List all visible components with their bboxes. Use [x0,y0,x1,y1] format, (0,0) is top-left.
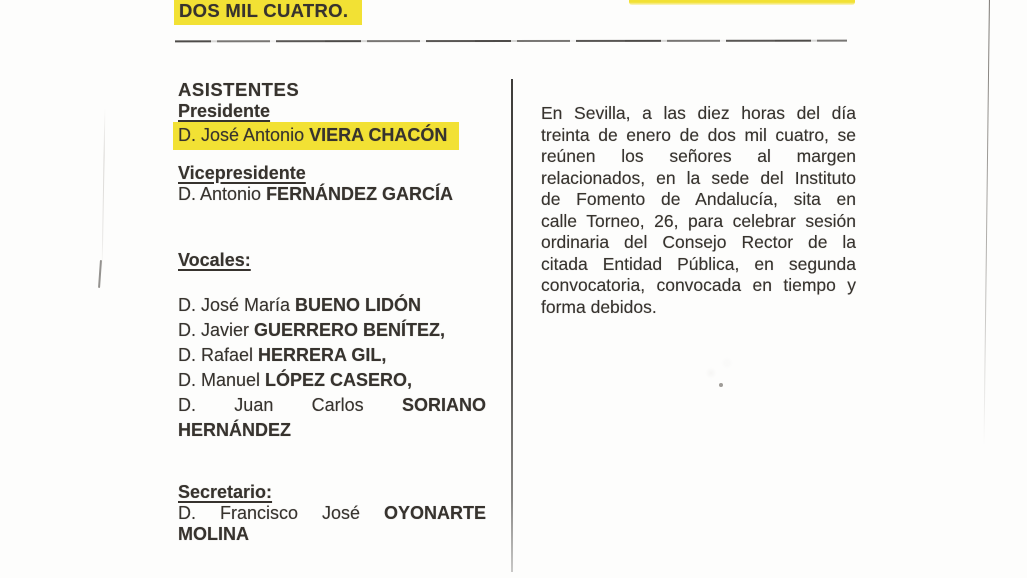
attendee-surname: SORIANO [401,395,486,415]
secretario-label: Secretario: [178,482,273,502]
attendee-entry [178,368,486,393]
vocales-label: Vocales: [178,250,251,270]
attendee-line [178,393,486,418]
vicepresidente-entries [178,184,486,205]
scan-scratch-artifact [102,108,106,270]
attendee-entry [178,293,486,318]
attendee-entry [178,318,486,343]
scan-speck-artifact [719,383,723,387]
presidente-label: Presidente [178,101,271,121]
attendee-entry [178,343,486,368]
section-presidente [178,101,486,150]
scan-scratch-dark-artifact [98,260,102,288]
attendee-given-name: D. Juan Carlos [178,395,402,415]
attendee-line [178,524,486,545]
section-vicepresidente [178,163,486,205]
attendee-line [178,125,447,146]
section-secretario [178,482,486,545]
attendee-line [178,318,486,343]
paragraph-line: relacionados, en la sede del Instituto [541,167,856,188]
paragraph-line: calle Torneo, 26, para celebrar sesión [541,210,856,231]
page-edge-artifact [983,0,990,446]
attendee-given-name: D. Francisco José [178,503,384,523]
top-right-highlight-strip [629,0,855,5]
attendee-given-name: D. Javier [178,320,255,340]
attendee-given-name: D. Manuel [178,370,266,390]
attendee-line [178,418,486,443]
attendee-entry [178,393,486,443]
attendee-entry [178,184,486,205]
attendee-surname: HERRERA GIL, [258,345,387,365]
horizontal-scan-line [175,40,847,43]
title-text: DOS MIL CUATRO. [179,0,349,21]
paragraph-line: ordinaria del Consejo Rector de la [541,232,856,252]
attendee-given-name: D. José Antonio [178,125,310,145]
paragraph-line: convocatoria, convocada en tiempo y [541,275,856,295]
presidente-entries [178,121,486,150]
attendee-surname: VIERA CHACÓN [309,125,448,145]
attendee-surname: BUENO LIDÓN [295,295,422,315]
attendee-given-name: D. José María [178,295,296,315]
column-divider-line [511,79,513,572]
attendee-given-name: D. Antonio [178,184,267,204]
attendee-line [178,184,486,205]
paragraph-line: de Fomento de Andalucía, sita en [541,189,856,209]
attendee-line [178,343,486,368]
paragraph-line: treinta de enero de dos mil cuatro, se [541,124,856,145]
attendee-surname: HERNÁNDEZ [178,420,292,440]
attendee-surname: FERNÁNDEZ GARCÍA [266,184,454,204]
paragraph-line: forma debidos. [541,296,657,317]
attendees-header: ASISTENTES [178,79,300,100]
attendee-entry [178,503,486,545]
vicepresidente-label: Vicepresidente [178,163,306,183]
attendee-entry-highlighted [173,122,459,150]
attendee-surname: MOLINA [178,524,249,544]
attendee-surname: OYONARTE [383,503,486,523]
secretario-entries [178,503,486,545]
section-vocales [178,250,486,443]
title-highlight [174,0,362,25]
meeting-paragraph [541,103,856,318]
attendee-surname: GUERRERO BENÍTEZ, [254,320,446,340]
attendee-given-name: D. Rafael [178,345,259,365]
vocales-entries [178,293,486,443]
paragraph-line: citada Entidad Pública, en segunda [541,253,856,274]
attendee-surname: LÓPEZ CASERO, [265,370,413,390]
paragraph-line: En Sevilla, a las diez horas del día [541,103,856,123]
attendee-line [178,293,486,318]
attendee-line [178,503,486,524]
attendee-line [178,368,486,393]
paragraph-line: reúnen los señores al margen [541,146,856,166]
